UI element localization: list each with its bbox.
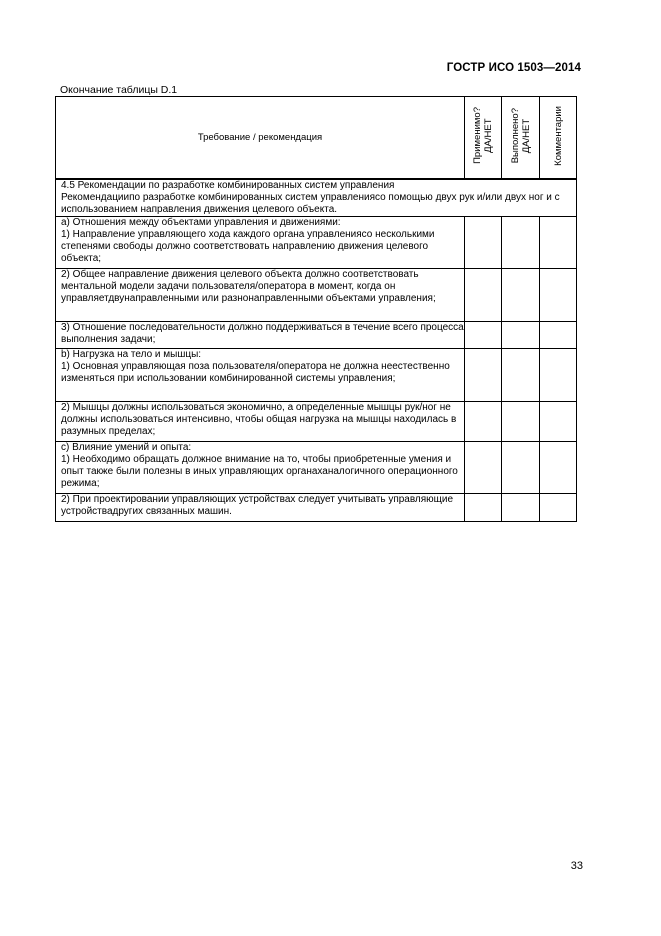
column-header-applicable xyxy=(465,97,502,180)
table-row xyxy=(56,217,577,269)
requirement-cell: 2) Общее направление движения целевого объекта должно соответствовать ментальной модели задачи пользователя/оператора в момент, когда он управляетдвунаправленными или разнонаправленными объектами управления; xyxy=(56,269,465,322)
column-header-requirement: Требование / рекомендация xyxy=(56,97,465,180)
table-row xyxy=(56,494,577,522)
section-text: Рекомендациипо разработке комбинированных систем управлениясо помощью двух рук и/или двух ног и с использованием направления движения целевого объекта. xyxy=(61,192,560,215)
comments-cell xyxy=(540,494,577,522)
applicable-cell xyxy=(465,494,502,522)
done-cell xyxy=(502,402,540,442)
requirement-cell: 2) При проектировании управляющих устройствах следует учитывать управляющие устройствадругих связанных машин. xyxy=(56,494,465,522)
applicable-cell xyxy=(465,269,502,322)
done-cell xyxy=(502,494,540,522)
comments-cell xyxy=(540,402,577,442)
table-body xyxy=(56,217,577,522)
requirement-cell: 2) Мышцы должны использоваться экономично, а определенные мышцы рук/ног не должны использоваться интенсивно, чтобы общая нагрузка на мышцы находилась в разумных пределах; xyxy=(56,402,465,442)
table-row xyxy=(56,269,577,322)
applicable-cell xyxy=(465,402,502,442)
standard-designation: ГОСТР ИСО 1503—2014 xyxy=(446,62,581,74)
done-cell xyxy=(502,217,540,269)
applicable-cell xyxy=(465,349,502,402)
column-header-done-line2: ДА/НЕТ xyxy=(520,118,532,153)
applicable-cell xyxy=(465,442,502,494)
requirement-cell: b) Нагрузка на тело и мышцы: 1) Основная управляющая поза пользователя/оператора не должна неестественно изменяться при использовании комбинированной системы управления; xyxy=(56,349,465,402)
section-title: 4.5 Рекомендации по разработке комбинированных систем управления xyxy=(61,180,395,191)
comments-cell xyxy=(540,322,577,349)
column-header-applicable-line1: Применимо? xyxy=(472,107,483,164)
requirements-table xyxy=(55,96,577,522)
column-header-comments xyxy=(540,97,577,180)
page-number: 33 xyxy=(570,860,583,872)
table-header-row xyxy=(56,97,577,180)
column-header-done-line1: Выполнено? xyxy=(509,107,521,164)
done-cell xyxy=(502,322,540,349)
table-row xyxy=(56,349,577,402)
column-header-applicable-line2: ДА/НЕТ xyxy=(483,118,494,153)
requirement-cell: 3) Отношение последовательности должно поддерживаться в течение всего процесса выполнения задачи; xyxy=(56,322,465,349)
section-cell xyxy=(56,179,577,217)
comments-cell xyxy=(540,442,577,494)
table-caption: Окончание таблицы D.1 xyxy=(60,84,178,96)
table-row xyxy=(56,442,577,494)
column-header-done xyxy=(502,97,540,180)
table-row xyxy=(56,402,577,442)
done-cell xyxy=(502,442,540,494)
section-row xyxy=(56,179,577,217)
done-cell xyxy=(502,269,540,322)
done-cell xyxy=(502,349,540,402)
table-row xyxy=(56,322,577,349)
requirement-cell: а) Отношения между объектами управления и движениями: 1) Направление управляющего хода каждого органа управлениясо несколькими степенями свободы должно соответствовать направлению движения целевого объекта; xyxy=(56,217,465,269)
applicable-cell xyxy=(465,322,502,349)
applicable-cell xyxy=(465,217,502,269)
comments-cell xyxy=(540,269,577,322)
requirement-cell: с) Влияние умений и опыта: 1) Необходимо обращать должное внимание на то, чтобы приобретенные умения и опыт также были полезны в иных управляющих органаханалогичного операционного режима; xyxy=(56,442,465,494)
column-header-comments-label: Комментарии xyxy=(552,105,564,166)
comments-cell xyxy=(540,217,577,269)
comments-cell xyxy=(540,349,577,402)
